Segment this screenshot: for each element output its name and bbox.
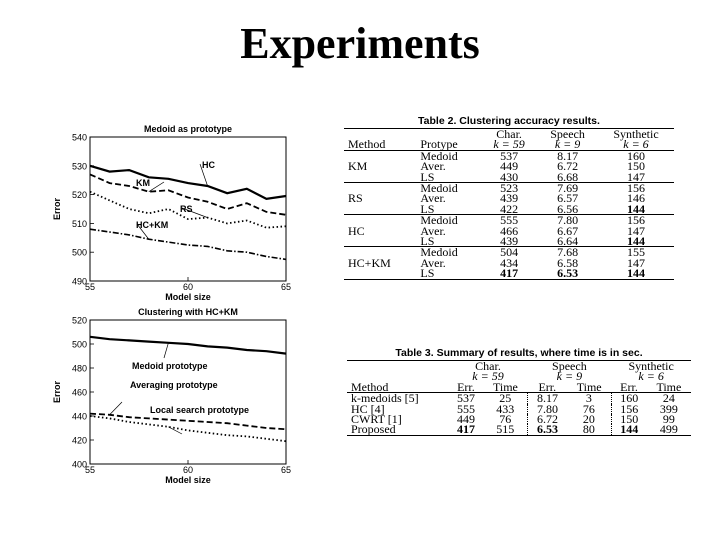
t3-speech-time-cell: 76: [582, 401, 595, 416]
t2-char-cell: 504: [500, 245, 519, 260]
t3-char-time-cell: 433: [496, 401, 515, 416]
y-tick-label: 420: [71, 435, 87, 446]
t2-head-method: Method: [348, 137, 386, 152]
table-3-body: [347, 393, 691, 436]
y-tick-label: 490: [71, 276, 87, 287]
t2-speech-cell: 7.80: [557, 213, 579, 228]
t3-syn-time-cell: 99: [662, 412, 675, 427]
t2-protype-cell: Aver.: [420, 255, 446, 270]
t2-char-cell: 537: [500, 148, 519, 163]
chart-medoid-prototype: [52, 116, 298, 304]
t3-speech-time-cell: 20: [582, 412, 595, 427]
t2-speech-cell: 7.68: [557, 245, 579, 260]
t2-method-cell: [344, 236, 416, 247]
t3-syn-err-cell: 160: [611, 393, 647, 404]
t2-head-synthetic: Synthetic: [613, 127, 659, 141]
t2-synthetic-cell: 144: [626, 234, 645, 249]
t2-synthetic-cell: 144: [626, 266, 645, 281]
y-tick-label: 440: [71, 411, 87, 422]
t3-speech-time-cell: 80: [582, 422, 595, 437]
chart-medoid-prototype-svg: [52, 116, 298, 304]
t2-synthetic-cell: 150: [626, 159, 645, 174]
t2-synthetic-cell: 147: [626, 255, 645, 270]
table-row: [347, 424, 691, 435]
series-label: Averaging prototype: [130, 380, 218, 390]
y-axis-label: Error: [52, 197, 62, 221]
t2-char-cell: 439: [500, 191, 519, 206]
x-tick-label: 65: [280, 465, 292, 475]
t2-speech-cell: 6.68: [557, 169, 579, 184]
t2-char-cell: 417: [500, 266, 519, 281]
table-3-grid: [347, 360, 691, 436]
t3-char-err-cell: 417: [456, 422, 475, 437]
t2-method-cell: [344, 268, 416, 279]
series-label: RS: [180, 204, 193, 214]
table-row: [347, 393, 691, 404]
x-axis-label: Model size: [165, 475, 211, 485]
t3-method-cell: k-medoids [5]: [351, 391, 419, 406]
t2-method-cell: [344, 204, 416, 215]
t2-protype-cell: LS: [420, 201, 435, 216]
t2-head-char: Char.: [496, 127, 522, 141]
t2-head-protype: Protype: [420, 137, 458, 152]
y-axis-label: Error: [52, 380, 62, 404]
table-3-caption: Table 3. Summary of results, where time is in sec.: [395, 347, 643, 359]
y-tick-label: 400: [71, 459, 87, 470]
t3-speech-time-cell: 3: [585, 391, 592, 406]
t2-head-synthetic-k: k = 6: [623, 137, 649, 152]
series-label: HC: [202, 160, 215, 170]
t2-synthetic-cell: 146: [626, 191, 645, 206]
y-tick-label: 520: [71, 190, 87, 201]
series-label-leader: [164, 343, 168, 358]
t2-char-cell: 439: [500, 234, 519, 249]
table-2-body: [344, 150, 674, 279]
t2-speech-cell: 6.67: [557, 223, 579, 238]
t3-head-syn-err: Err.: [620, 379, 638, 394]
chart-title: Clustering with HC+KM: [138, 307, 238, 317]
t2-protype-cell: Medoid: [420, 181, 458, 196]
t3-head-speech-k: k = 9: [556, 369, 583, 384]
t3-speech-err-cell: 6.53: [528, 424, 568, 435]
x-tick-label: 65: [280, 282, 292, 292]
t2-speech-cell: 6.53: [557, 266, 579, 281]
t2-protype-cell: Medoid: [420, 213, 458, 228]
table-row: [344, 268, 674, 279]
chart-clustering-hckm: [52, 302, 298, 486]
t3-head-speech: Speech: [552, 359, 587, 373]
t2-speech-cell: 6.58: [557, 255, 579, 270]
t2-speech-cell: 7.69: [557, 181, 579, 196]
t2-char-cell: 449: [500, 159, 519, 174]
t3-head-char-k: k = 59: [472, 369, 504, 384]
x-tick-label: 55: [84, 282, 96, 292]
y-tick-label: 520: [71, 315, 87, 326]
series-label: KM: [136, 178, 150, 188]
series-label: Local search prototype: [150, 405, 250, 415]
y-tick-label: 530: [71, 161, 87, 172]
t3-head-synthetic-k: k = 6: [638, 369, 664, 384]
y-tick-label: 510: [71, 218, 87, 229]
t2-char-cell: 466: [500, 223, 519, 238]
t2-protype-cell: Aver.: [420, 223, 446, 238]
t2-method-cell: [344, 172, 416, 183]
t2-synthetic-cell: 155: [626, 245, 645, 260]
t3-char-time-cell: 25: [499, 391, 512, 406]
t3-syn-err-cell: 150: [611, 414, 647, 424]
t2-speech-cell: 6.56: [557, 201, 579, 216]
t3-head-syn-time: Time: [656, 379, 682, 394]
t3-method-cell: CWRT [1]: [351, 412, 402, 427]
y-tick-label: 460: [71, 387, 87, 398]
t2-head-char-k: k = 59: [493, 137, 525, 152]
series-line: [90, 416, 286, 441]
t3-head-char-time: Time: [492, 379, 518, 394]
t3-head-speech-err: Err.: [538, 379, 557, 394]
t3-syn-time-cell: 399: [659, 401, 678, 416]
series-line: [90, 414, 286, 430]
t2-speech-cell: 8.17: [557, 148, 579, 163]
t3-speech-err-cell: 6.72: [528, 414, 568, 424]
series-label: HC+KM: [136, 220, 169, 230]
t2-synthetic-cell: 147: [626, 169, 645, 184]
t2-synthetic-cell: 156: [626, 213, 645, 228]
y-tick-label: 480: [71, 363, 87, 374]
t2-protype-cell: LS: [420, 234, 435, 249]
y-tick-label: 540: [71, 132, 87, 143]
t2-protype-cell: Aver.: [420, 159, 446, 174]
t2-protype-cell: LS: [420, 266, 435, 281]
t3-char-time-cell: 76: [499, 412, 512, 427]
t3-syn-err-cell: 144: [611, 424, 647, 435]
y-tick-label: 500: [71, 247, 87, 258]
t3-char-err-cell: 537: [456, 391, 475, 406]
t2-char-cell: 434: [500, 255, 519, 270]
t3-method-cell: Proposed: [351, 422, 396, 437]
t2-char-cell: 430: [500, 169, 519, 184]
series-label: Medoid prototype: [132, 361, 208, 371]
table-2-caption: Table 2. Clustering accuracy results.: [418, 115, 600, 127]
t2-protype-cell: Medoid: [420, 245, 458, 260]
t2-method-cell: KM: [348, 159, 368, 174]
t3-head-synthetic: Synthetic: [628, 359, 674, 373]
t2-synthetic-cell: 156: [626, 181, 645, 196]
chart-clustering-hckm-svg: [52, 302, 298, 486]
t3-head-method: Method: [351, 379, 389, 394]
table-row: [347, 414, 691, 424]
t2-synthetic-cell: 144: [626, 201, 645, 216]
series-line: [90, 229, 286, 259]
t2-head-speech: Speech: [550, 127, 585, 141]
t2-speech-cell: 6.72: [557, 159, 579, 174]
slide-title: Experiments: [240, 19, 480, 68]
series-line: [90, 337, 286, 354]
t2-char-cell: 422: [500, 201, 519, 216]
t2-speech-cell: 6.57: [557, 191, 579, 206]
t2-protype-cell: Medoid: [420, 148, 458, 163]
t2-speech-cell: 6.64: [557, 234, 579, 249]
series-label-leader: [168, 427, 182, 434]
y-tick-label: 500: [71, 339, 87, 350]
t2-method-cell: RS: [348, 191, 363, 206]
t2-method-cell: HC+KM: [348, 255, 391, 270]
plot-frame: [90, 320, 286, 464]
table-2: [344, 115, 674, 280]
x-axis-label: Model size: [165, 292, 211, 302]
t3-syn-err-cell: 156: [611, 404, 647, 414]
t3-syn-time-cell: 24: [662, 391, 675, 406]
t3-head-speech-time: Time: [576, 379, 602, 394]
series-line: [90, 166, 286, 199]
series-label-leader: [110, 402, 122, 415]
t3-speech-err-cell: 7.80: [528, 404, 568, 414]
x-tick-label: 60: [182, 465, 194, 475]
t3-head-char-err: Err.: [457, 379, 475, 394]
t2-protype-cell: Aver.: [420, 191, 446, 206]
t2-protype-cell: LS: [420, 169, 435, 184]
t2-method-cell: HC: [348, 223, 365, 238]
t3-head-char: Char.: [475, 359, 501, 373]
x-tick-label: 60: [182, 282, 194, 292]
t2-head-speech-k: k = 9: [554, 137, 581, 152]
t2-synthetic-cell: 147: [626, 223, 645, 238]
chart-title: Medoid as prototype: [143, 124, 233, 134]
t3-char-err-cell: 555: [456, 401, 475, 416]
t2-char-cell: 523: [500, 181, 519, 196]
t3-char-time-cell: 515: [496, 422, 515, 437]
t2-synthetic-cell: 160: [626, 148, 645, 163]
table-2-grid: [344, 128, 674, 280]
t3-method-cell: HC [4]: [351, 401, 385, 416]
t3-syn-time-cell: 499: [659, 422, 678, 437]
x-tick-label: 55: [84, 465, 96, 475]
table-3: [347, 347, 691, 436]
t3-char-err-cell: 449: [456, 412, 475, 427]
t2-char-cell: 555: [500, 213, 519, 228]
t3-speech-err-cell: 8.17: [528, 393, 568, 404]
